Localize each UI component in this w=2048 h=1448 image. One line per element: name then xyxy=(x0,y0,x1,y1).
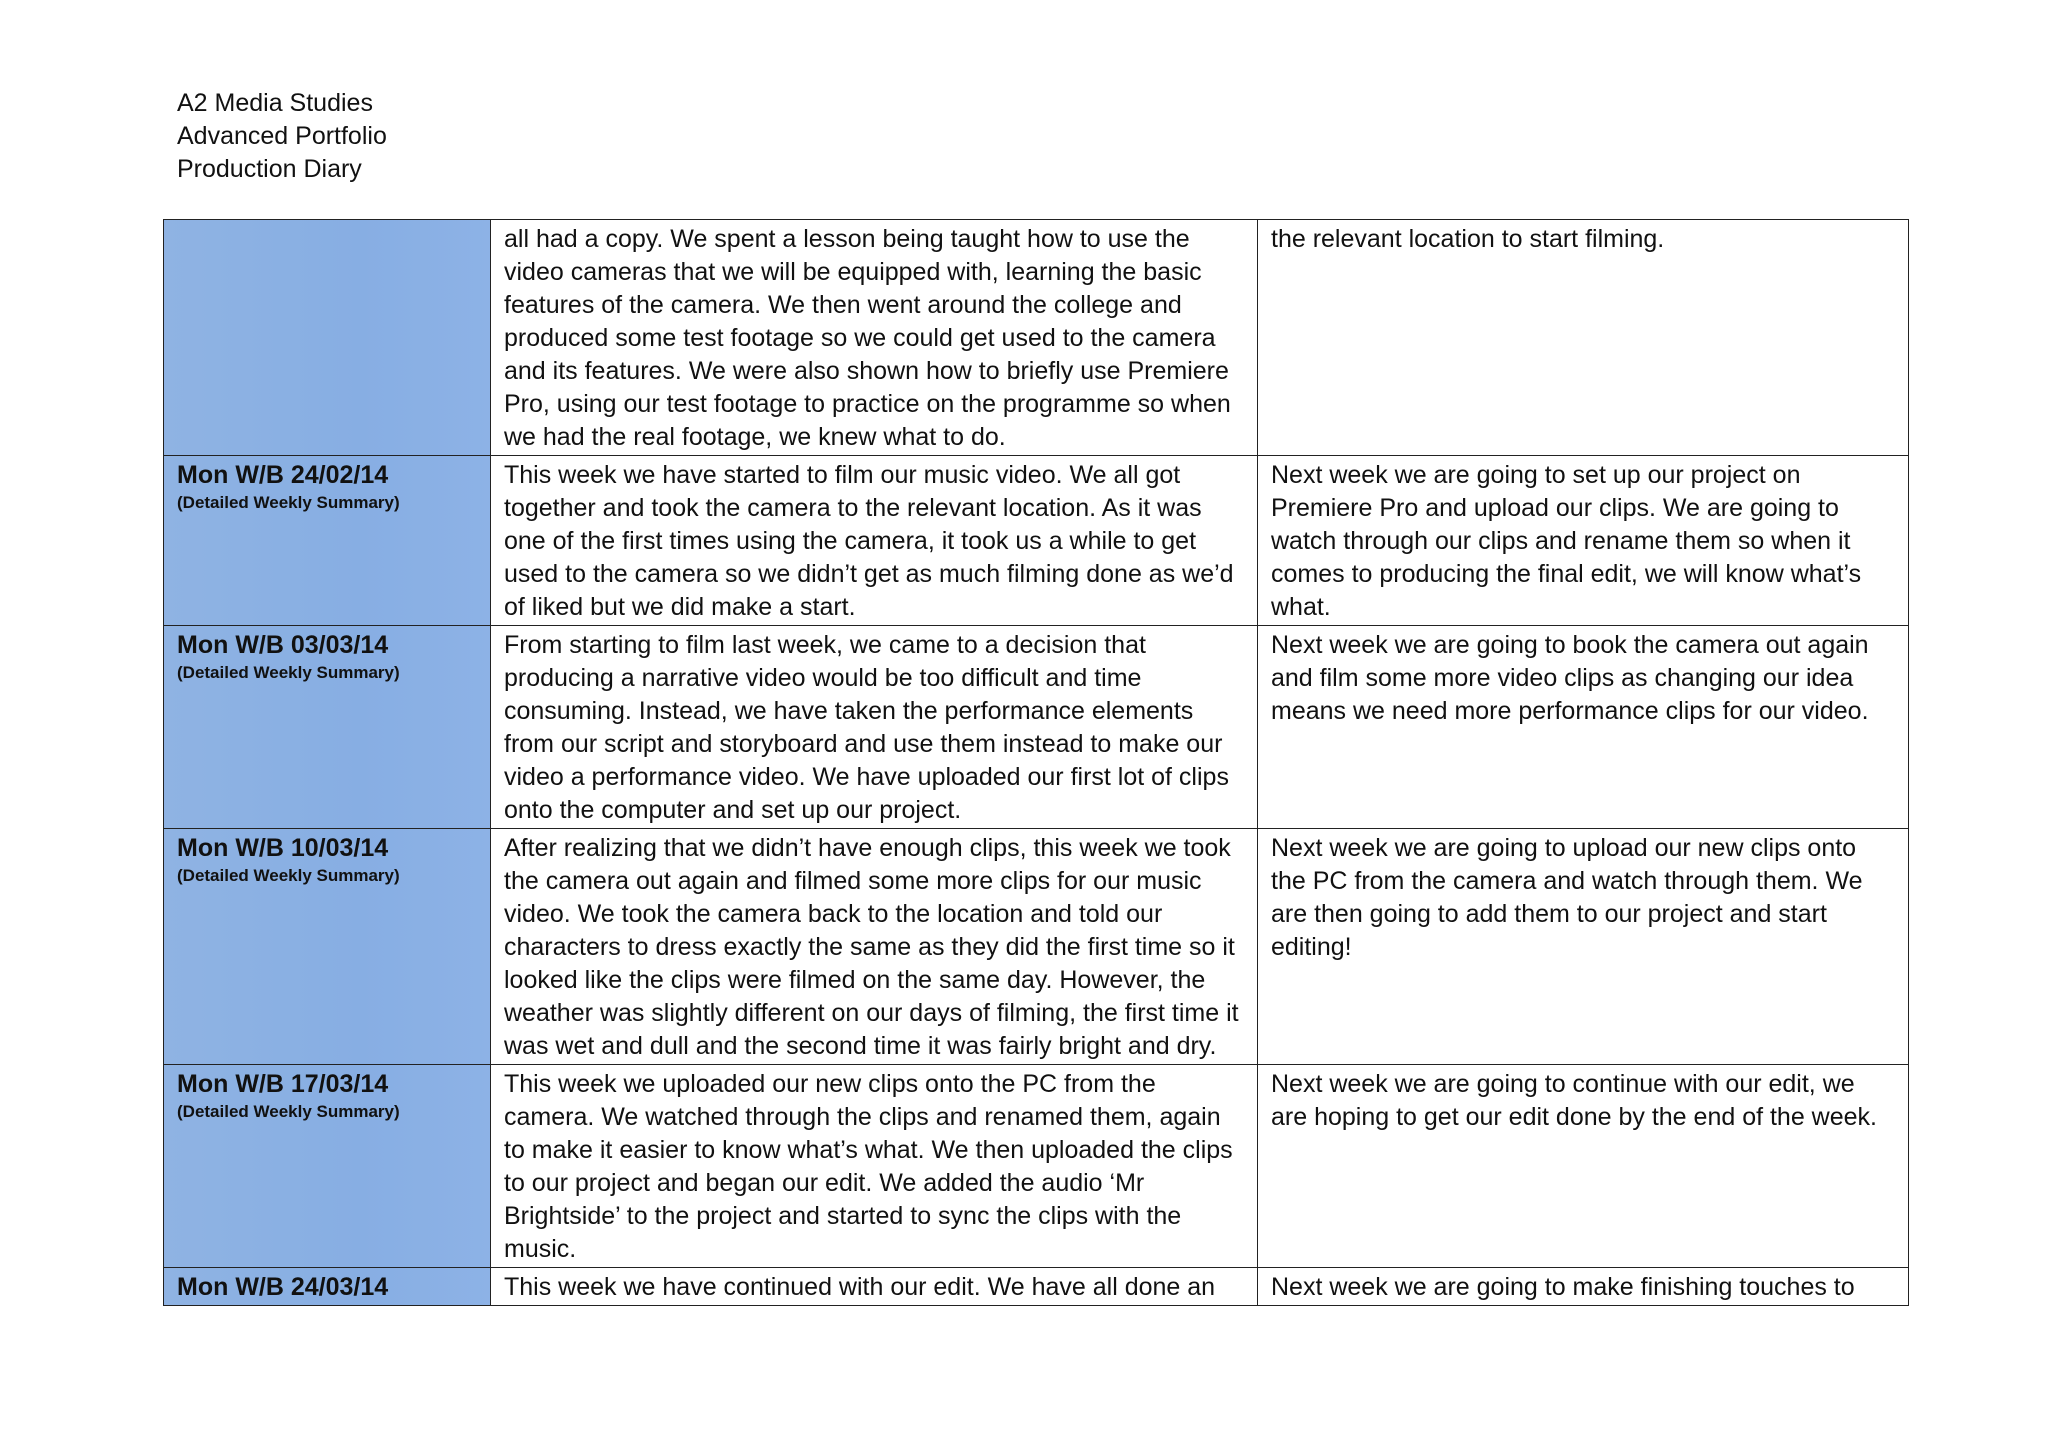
date-cell xyxy=(164,626,491,829)
document-header xyxy=(177,87,387,186)
week-date: Mon W/B 24/02/14 xyxy=(177,461,389,489)
summary-cell: This week we uploaded our new clips onto the PC from the camera. We watched through the clips and renamed them, again to make it easier to know what’s what. We then uploaded the clips to our project and began our edit. We added the audio ‘Mr Brightside’ to the project and started to sync the clips with the music. xyxy=(491,1065,1258,1268)
date-cell xyxy=(164,456,491,626)
summary-cell: all had a copy. We spent a lesson being taught how to use the video cameras that we will be equipped with, learning the basic features of the camera. We then went around the college and produced some test footage so we could get used to the camera and its features. We were also shown how to briefly use Premiere Pro, using our test footage to practice on the programme so when we had the real footage, we knew what to do. xyxy=(491,220,1258,456)
date-cell xyxy=(164,829,491,1065)
week-subtitle: (Detailed Weekly Summary) xyxy=(177,663,400,682)
week-date: Mon W/B 10/03/14 xyxy=(177,834,389,862)
week-subtitle: (Detailed Weekly Summary) xyxy=(177,493,400,512)
summary-cell: This week we have started to film our music video. We all got together and took the camera to the relevant location. As it was one of the first times using the camera, it took us a while to get used to the camera so we didn’t get as much filming done as we’d of liked but we did make a start. xyxy=(491,456,1258,626)
table-row xyxy=(164,1065,1909,1268)
summary-cell: After realizing that we didn’t have enough clips, this week we took the camera out again and filmed some more clips for our music video. We took the camera back to the location and told our characters to dress exactly the same as they did the first time so it looked like the clips were filmed on the same day. However, the weather was slightly different on our days of filming, the first time it was wet and dull and the second time it was fairly bright and dry. xyxy=(491,829,1258,1065)
table-row xyxy=(164,220,1909,456)
week-date: Mon W/B 17/03/14 xyxy=(177,1070,389,1098)
week-date: Mon W/B 03/03/14 xyxy=(177,631,389,659)
next-week-cell: Next week we are going to upload our new clips onto the PC from the camera and watch through them. We are then going to add them to our project and start editing! xyxy=(1258,829,1909,1065)
course-title: A2 Media Studies xyxy=(177,89,373,117)
date-cell xyxy=(164,1268,491,1306)
summary-cell: From starting to film last week, we came to a decision that producing a narrative video would be too difficult and time consuming. Instead, we have taken the performance elements from our script and storyboard and use them instead to make our video a performance video. We have uploaded our first lot of clips onto the computer and set up our project. xyxy=(491,626,1258,829)
week-date: Mon W/B 24/03/14 xyxy=(177,1273,389,1301)
summary-cell: This week we have continued with our edit. We have all done an xyxy=(491,1268,1258,1306)
date-cell xyxy=(164,1065,491,1268)
week-subtitle: (Detailed Weekly Summary) xyxy=(177,1102,400,1121)
next-week-cell: Next week we are going to make finishing touches to xyxy=(1258,1268,1909,1306)
table-row xyxy=(164,456,1909,626)
next-week-cell: the relevant location to start filming. xyxy=(1258,220,1909,456)
table-row xyxy=(164,829,1909,1065)
table-row xyxy=(164,626,1909,829)
next-week-cell: Next week we are going to continue with our edit, we are hoping to get our edit done by the end of the week. xyxy=(1258,1065,1909,1268)
portfolio-title: Advanced Portfolio xyxy=(177,122,387,150)
week-subtitle: (Detailed Weekly Summary) xyxy=(177,866,400,885)
production-diary-table xyxy=(163,219,1909,1306)
table-row xyxy=(164,1268,1909,1306)
date-cell xyxy=(164,220,491,456)
next-week-cell: Next week we are going to set up our project on Premiere Pro and upload our clips. We are going to watch through our clips and rename them so when it comes to producing the final edit, we will know what’s what. xyxy=(1258,456,1909,626)
diary-title: Production Diary xyxy=(177,155,362,183)
next-week-cell: Next week we are going to book the camera out again and film some more video clips as changing our idea means we need more performance clips for our video. xyxy=(1258,626,1909,829)
